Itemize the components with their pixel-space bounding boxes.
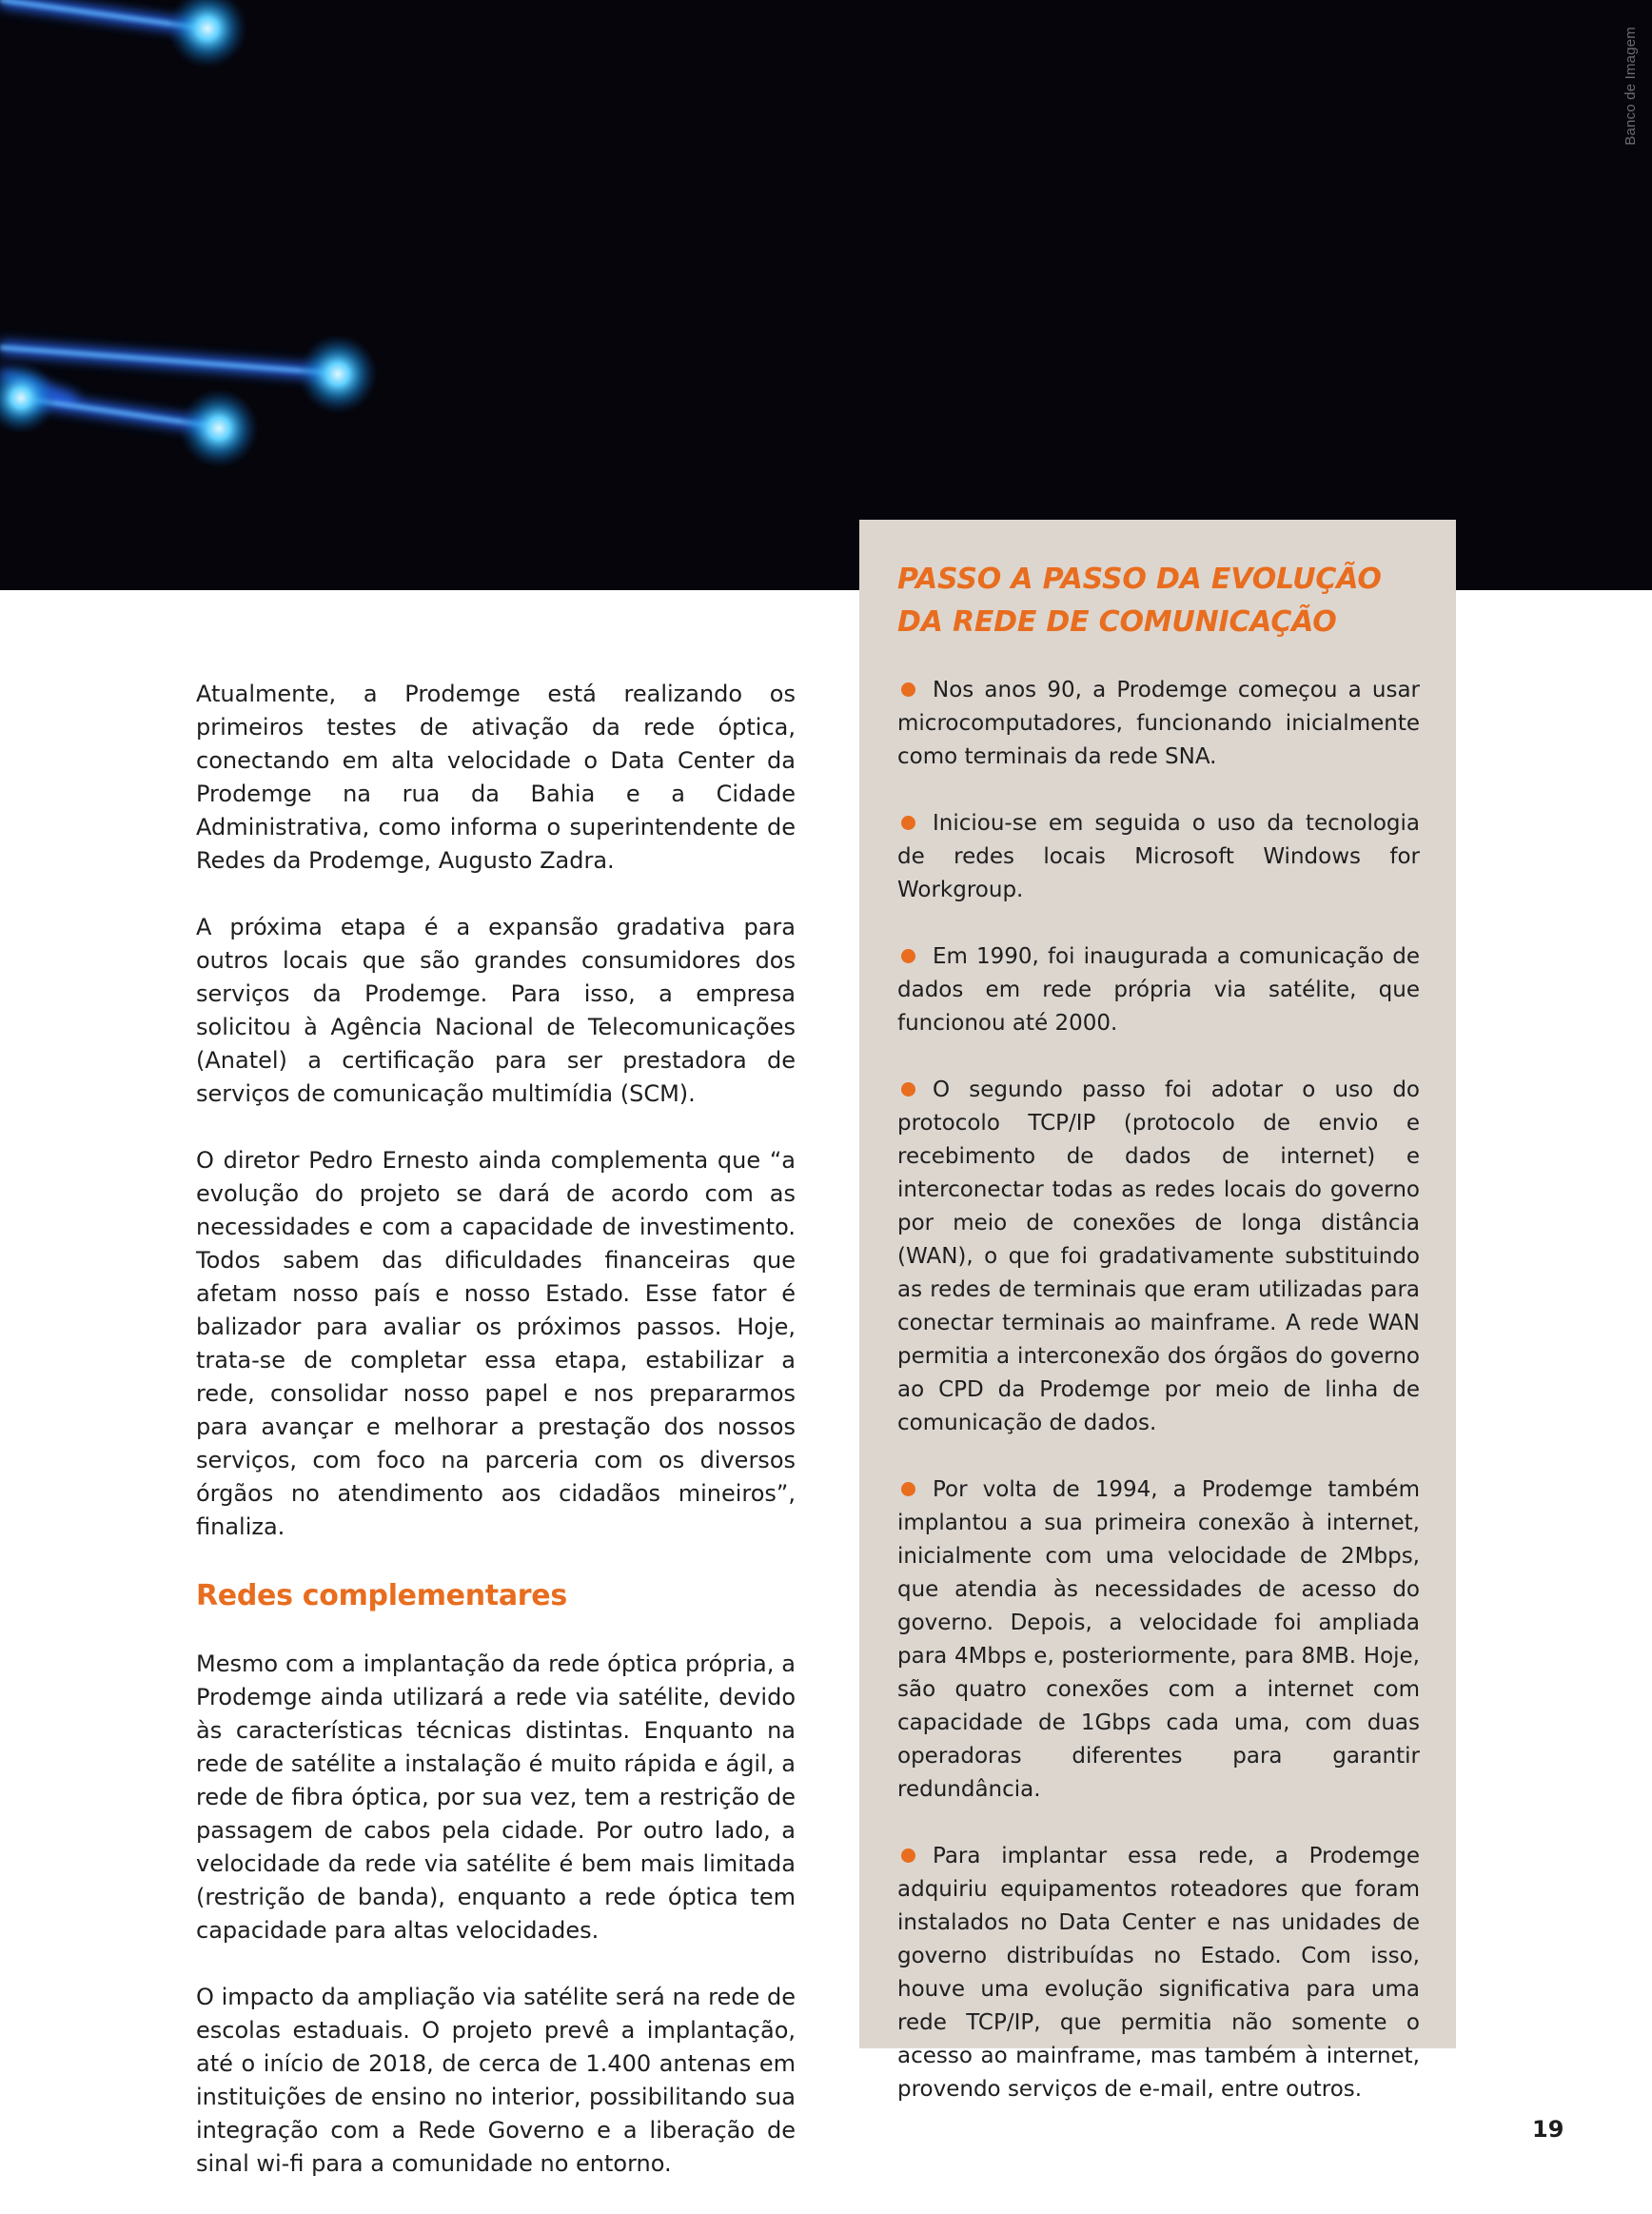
- timeline-item-text: Nos anos 90, a Prodemge começou a usar microcomputadores, funcionando inicialmente como terminais da rede SNA.: [897, 678, 1420, 769]
- blue-glowing-network-nodes: [0, 0, 1652, 590]
- timeline-item-text: Iniciou-se em seguida o uso da tecnologia de redes locais Microsoft Windows for Workgroup.: [897, 811, 1420, 902]
- article-paragraph: O diretor Pedro Ernesto ainda complementa que “a evolução do projeto se dará de acordo com as necessidades e com a capacidade de investimento. Todos sabem das dificuldades financeiras que afetam nosso país e nosso Estado. Esse fator é balizador para avaliar os próximos passos. Hoje, trata-se de completar essa etapa, estabilizar a rede, consolidar nosso papel e nos prepararmos para avançar e melhorar a prestação dos nossos serviços, com foco na parceria com os diversos órgãos no atendimento aos cidadãos mineiros”, finaliza.: [196, 1147, 796, 1540]
- timeline-item: [897, 807, 1420, 907]
- bullet-dot-icon: [901, 1082, 915, 1097]
- timeline-list: [897, 674, 1420, 2106]
- article-paragraph: Atualmente, a Prodemge está realizando os primeiros testes de ativação da rede óptica, conectando em alta velocidade o Data Center da Prodemge na rua da Bahia e a Cidade Administrativa, como informa o superintendente de Redes da Prodemge, Augusto Zadra.: [196, 681, 796, 874]
- article-body: [196, 678, 796, 2214]
- sidebar-title-line: DA REDE DE COMUNICAÇÃO: [897, 605, 1337, 639]
- section-subheading: Redes complementares: [196, 1579, 567, 1612]
- bullet-dot-icon: [901, 1482, 915, 1496]
- article-paragraph: O impacto da ampliação via satélite será na rede de escolas estaduais. O projeto prevê a implantação, até o início de 2018, de cerca de 1.400 antenas em instituições de ensino no interior, possibilitando sua integração com a Rede Governo e a liberação de sinal wi-fi para a comunidade no entorno.: [196, 1984, 796, 2177]
- timeline-item-text: Por volta de 1994, a Prodemge também implantou a sua primeira conexão à internet, inicialmente com uma velocidade de 2Mbps, que atendia às necessidades de acesso do governo. Depois, a velocidade foi ampliada para 4Mbps e, posteriormente, para 8MB. Hoje, são quatro conexões com a internet com capacidade de 1Gbps cada uma, com duas operadoras diferentes para garantir redundância.: [897, 1477, 1420, 1802]
- timeline-item: [897, 1840, 1420, 2106]
- timeline-item-text: Para implantar essa rede, a Prodemge adquiriu equipamentos roteadores que foram instalados no Data Center e nas unidades de governo distribuídas no Estado. Com isso, houve uma evolução significativa para uma rede TCP/IP, que permitia não somente o acesso ao mainframe, mas também à internet, provendo serviços de e-mail, entre outros.: [897, 1844, 1420, 2102]
- photo-credit: Banco de Imagem: [1622, 27, 1639, 146]
- timeline-sidebar: [859, 520, 1456, 2102]
- timeline-item: [897, 1074, 1420, 1440]
- article-paragraph: Mesmo com a implantação da rede óptica própria, a Prodemge ainda utilizará a rede via satélite, devido às características técnicas distintas. Enquanto na rede de satélite a instalação é muito rápida e ágil, a rede de fibra óptica, por sua vez, tem a restrição de passagem de cabos pela cidade. Por outro lado, a velocidade da rede via satélite é bem mais limitada (restrição de banda), enquanto a rede óptica tem capacidade para altas velocidades.: [196, 1651, 796, 1944]
- page-number: 19: [1532, 2116, 1564, 2143]
- timeline-item-text: O segundo passo foi adotar o uso do protocolo TCP/IP (protocolo de envio e recebimento de dados de internet) e interconectar todas as redes locais do governo por meio de conexões de longa distância (WAN), o que foi gradativamente substituindo as redes de terminais que eram utilizadas para conectar terminais ao mainframe. A rede WAN permitia a interconexão dos órgãos do governo ao CPD da Prodemge por meio de linha de comunicação de dados.: [897, 1077, 1420, 1435]
- article-paragraph: A próxima etapa é a expansão gradativa para outros locais que são grandes consumidores dos serviços da Prodemge. Para isso, a empresa solicitou à Agência Nacional de Telecomunicações (Anatel) a certificação para ser prestadora de serviços de comunicação multimídia (SCM).: [196, 914, 796, 1107]
- timeline-item: [897, 940, 1420, 1040]
- sidebar-title: [897, 558, 1420, 643]
- timeline-item: [897, 1473, 1420, 1807]
- hero-photo: [0, 0, 1652, 590]
- timeline-item: [897, 674, 1420, 774]
- sidebar-title-line: PASSO A PASSO DA EVOLUÇÃO: [897, 563, 1382, 596]
- timeline-item-text: Em 1990, foi inaugurada a comunicação de dados em rede própria via satélite, que funcionou até 2000.: [897, 944, 1420, 1036]
- bullet-dot-icon: [901, 949, 915, 963]
- bullet-dot-icon: [901, 1848, 915, 1863]
- bullet-dot-icon: [901, 816, 915, 830]
- bullet-dot-icon: [901, 682, 915, 697]
